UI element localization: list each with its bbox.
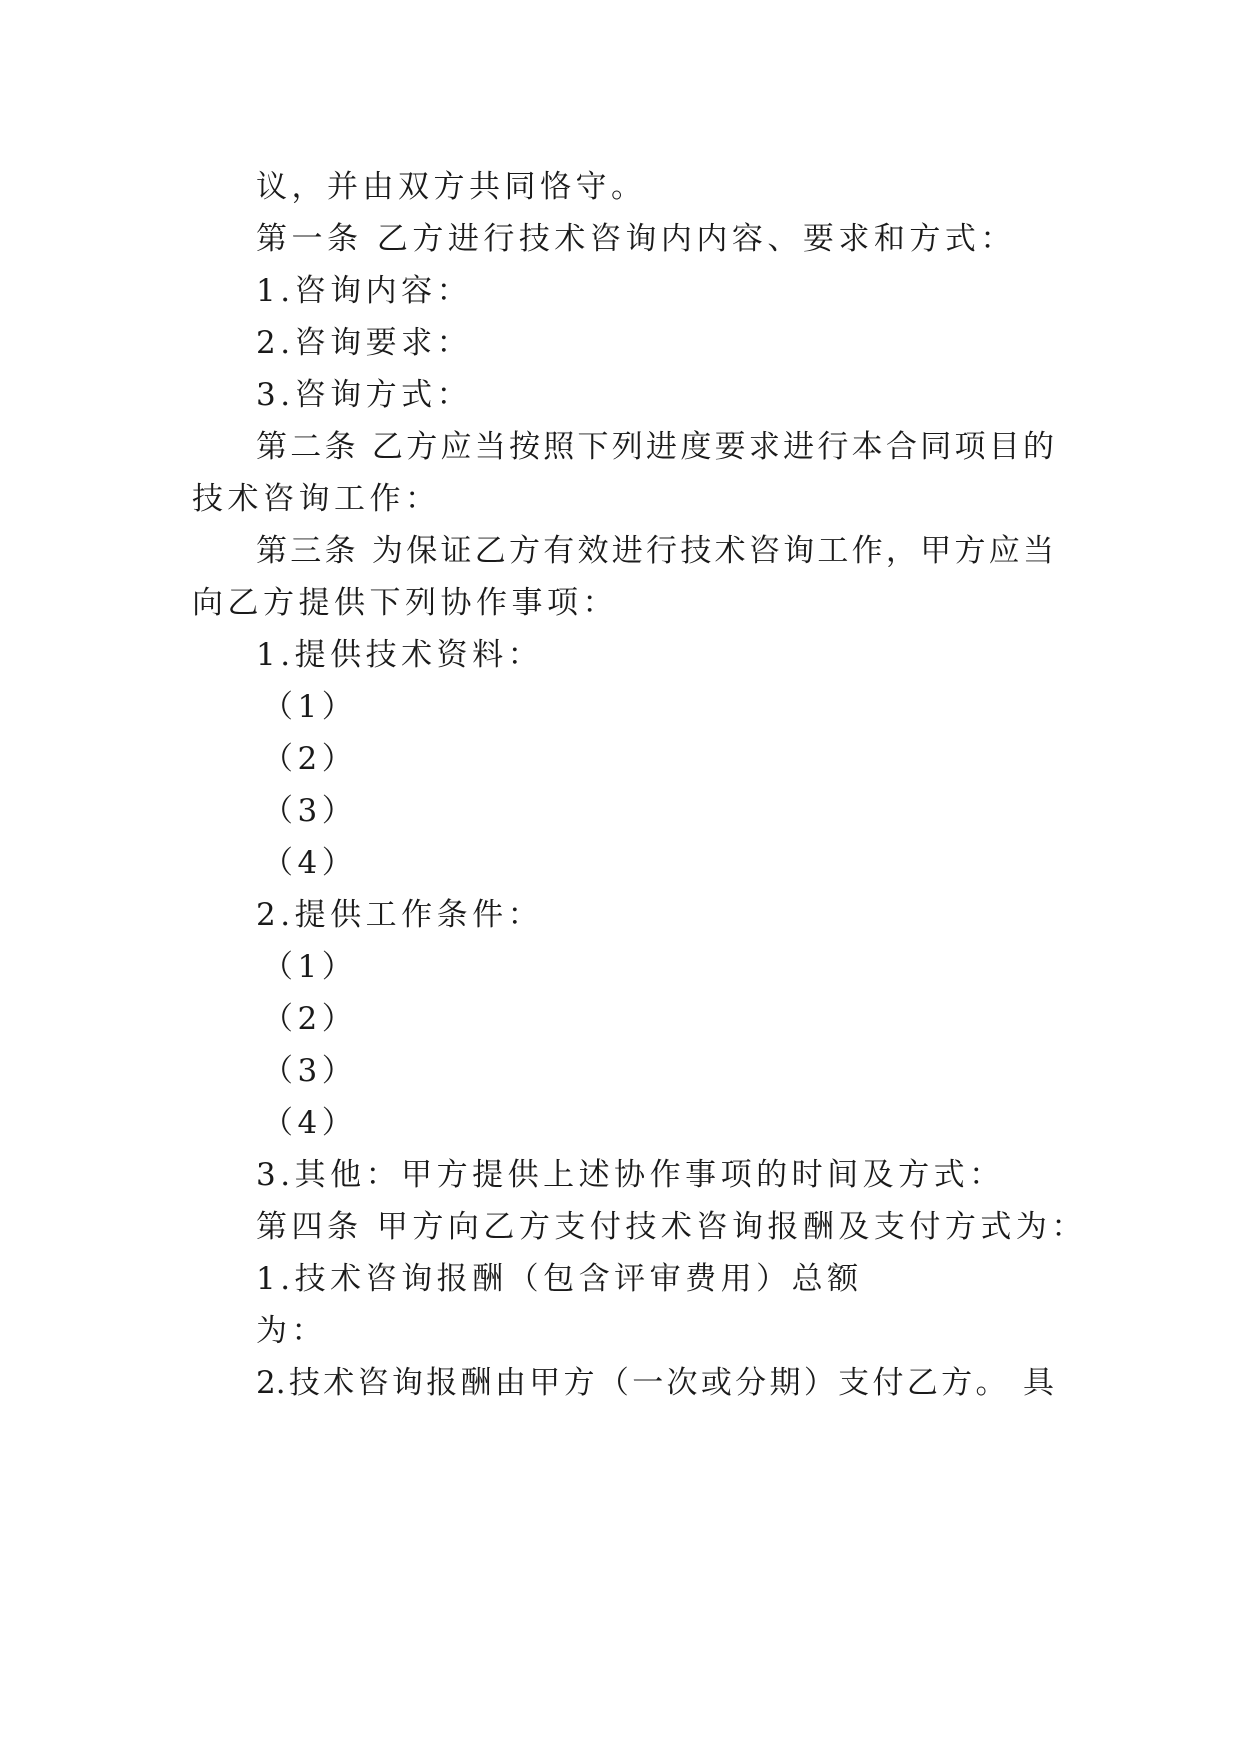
list-item: （1） bbox=[262, 949, 358, 985]
text-line: 2.提供工作条件： bbox=[256, 897, 544, 933]
list-item: （4） bbox=[262, 1105, 358, 1141]
article-4-heading: 第四条 甲方向乙方支付技术咨询报酬及支付方式为： bbox=[256, 1209, 1087, 1245]
text-line: 技术咨询工作： bbox=[192, 481, 441, 517]
text-line: 向乙方提供下列协作事项： bbox=[192, 585, 618, 621]
text-line: 为： bbox=[256, 1313, 327, 1349]
article-2-heading: 第二条 乙方应当按照下列进度要求进行本合同项目的 bbox=[256, 429, 1054, 465]
article-3-heading: 第三条 为保证乙方有效进行技术咨询工作，甲方应当 bbox=[256, 533, 1054, 569]
text-line: 1.咨询内容： bbox=[256, 273, 473, 309]
list-item: （4） bbox=[262, 845, 358, 881]
list-item: （3） bbox=[262, 793, 358, 829]
text-line: 2.技术咨询报酬由甲方（一次或分期）支付乙方。 具 bbox=[256, 1365, 1054, 1401]
text-line: 2.咨询要求： bbox=[256, 325, 473, 361]
article-1-heading: 第一条 乙方进行技术咨询内内容、要求和方式： bbox=[256, 221, 1016, 257]
list-item: （1） bbox=[262, 689, 358, 725]
text-line: 1.技术咨询报酬（包含评审费用）总额 bbox=[256, 1261, 863, 1297]
text-line: 3.其他：甲方提供上述协作事项的时间及方式： bbox=[256, 1157, 1005, 1193]
text-line: 议，并由双方共同恪守。 bbox=[256, 169, 647, 205]
text-line: 3.咨询方式： bbox=[256, 377, 473, 413]
list-item: （3） bbox=[262, 1053, 358, 1089]
list-item: （2） bbox=[262, 741, 358, 777]
text-line: 1.提供技术资料： bbox=[256, 637, 544, 673]
list-item: （2） bbox=[262, 1001, 358, 1037]
